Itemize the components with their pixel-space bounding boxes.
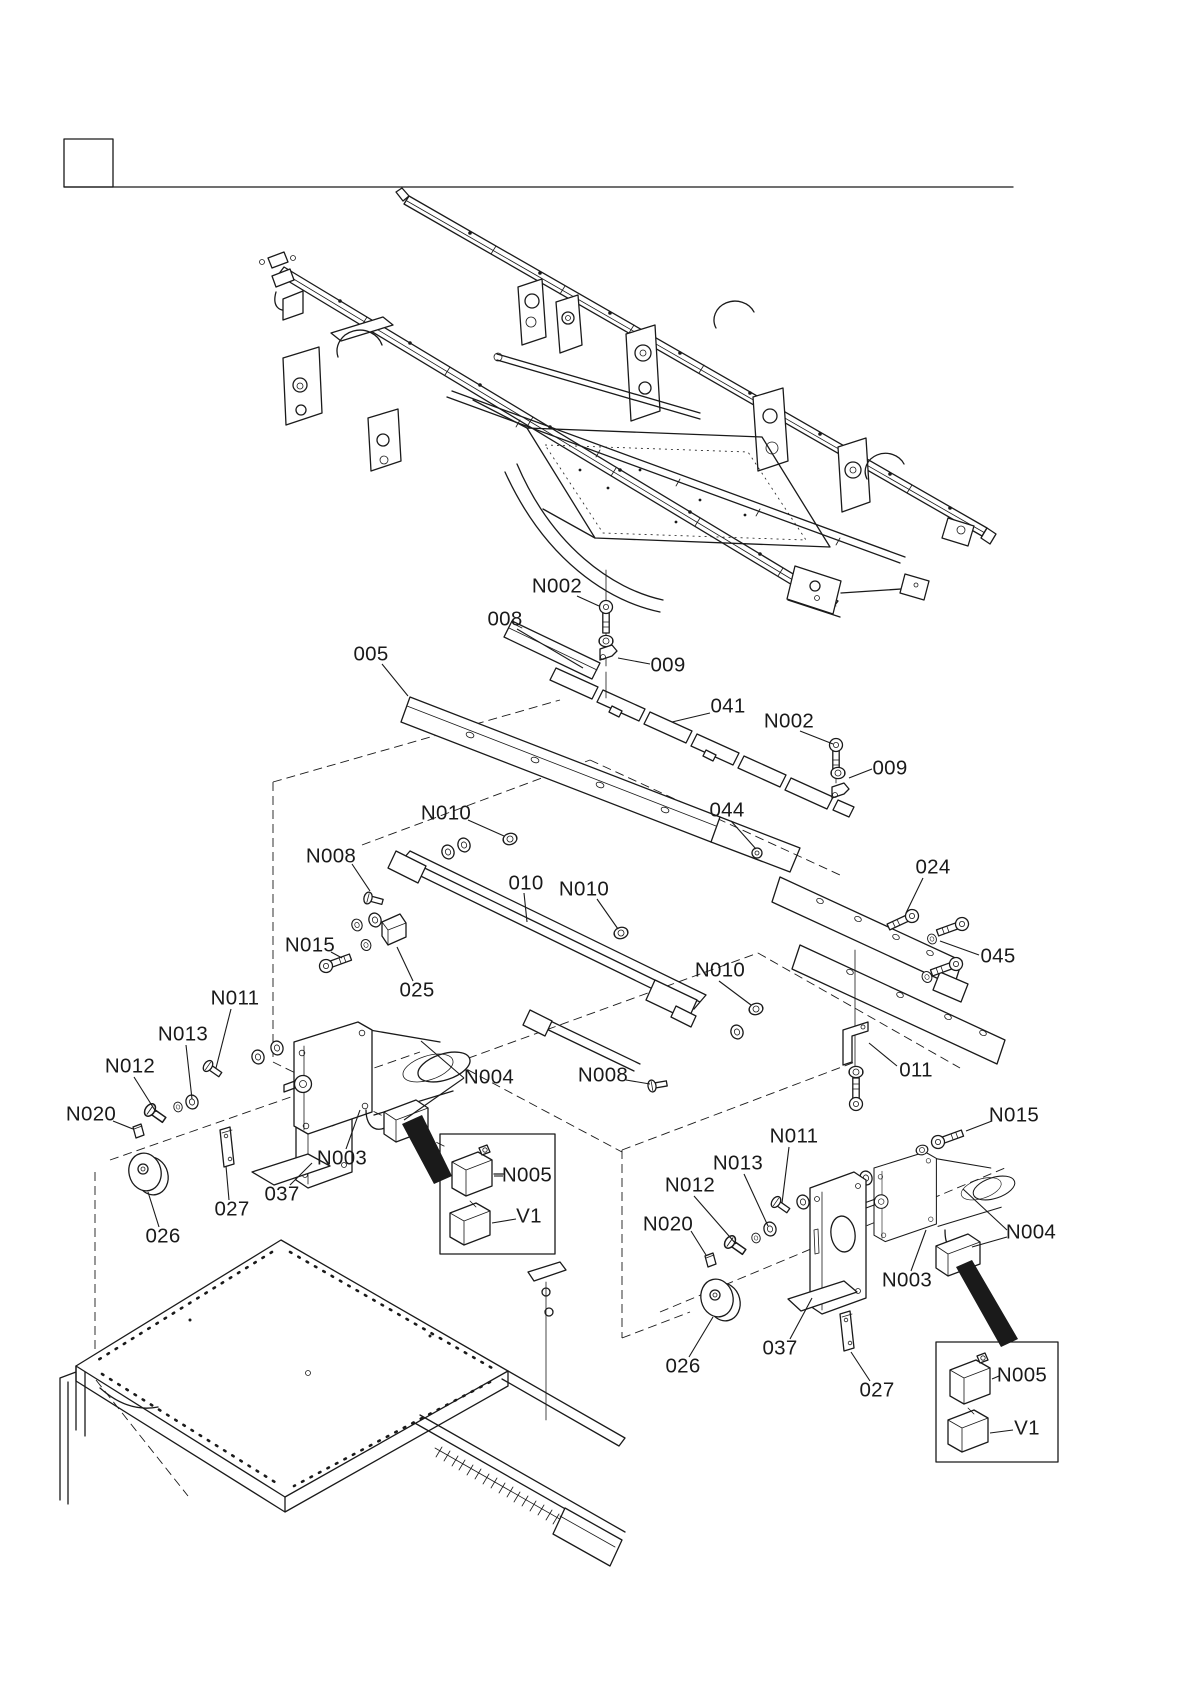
rail-010 bbox=[388, 851, 706, 1071]
part-label-N012: N012 bbox=[664, 1173, 716, 1197]
part-label-N020: N020 bbox=[642, 1212, 694, 1236]
top-assembly-drawing bbox=[260, 188, 997, 617]
washer bbox=[360, 938, 373, 952]
detail-wedge-right bbox=[956, 1260, 1018, 1347]
plate-027-right bbox=[840, 1311, 854, 1351]
leader-line bbox=[672, 713, 710, 722]
part-label-N003: N003 bbox=[881, 1268, 933, 1292]
disc-026-right bbox=[697, 1276, 744, 1325]
part-label-N002: N002 bbox=[531, 574, 583, 598]
part-label-026: 026 bbox=[665, 1354, 701, 1378]
part-N020-right bbox=[705, 1253, 716, 1267]
part-label-V1: V1 bbox=[1014, 1416, 1040, 1440]
washer bbox=[456, 836, 472, 853]
leader-line bbox=[492, 1219, 516, 1223]
leader-line bbox=[618, 658, 650, 664]
leader-line bbox=[906, 878, 923, 913]
part-label-N003: N003 bbox=[316, 1146, 368, 1170]
part-label-N004: N004 bbox=[1005, 1220, 1057, 1244]
fitting-009-b bbox=[832, 783, 849, 798]
leader-line bbox=[691, 1231, 706, 1255]
part-label-N015: N015 bbox=[988, 1103, 1040, 1127]
motor-N003-right bbox=[866, 1152, 1018, 1242]
bolt-011 bbox=[850, 1078, 863, 1111]
part-label-041: 041 bbox=[710, 694, 746, 718]
leader-line bbox=[186, 1045, 192, 1099]
leader-line bbox=[577, 596, 599, 606]
nut-009-b bbox=[831, 767, 845, 778]
fitting-009-a bbox=[600, 645, 617, 660]
washer bbox=[751, 1232, 762, 1244]
leader-line bbox=[404, 1078, 464, 1120]
connector-V1-glyph-left bbox=[450, 1201, 490, 1245]
detail-inset-right bbox=[936, 1342, 1058, 1462]
leader-line bbox=[911, 1230, 926, 1271]
leader-line bbox=[849, 769, 872, 778]
leader-line bbox=[694, 1196, 736, 1244]
part-label-N010: N010 bbox=[694, 958, 746, 982]
part-label-N013: N013 bbox=[157, 1022, 209, 1046]
nut bbox=[849, 1066, 863, 1077]
bolt-024 bbox=[886, 907, 921, 933]
washer-N013-right bbox=[762, 1221, 777, 1238]
part-label-N010: N010 bbox=[420, 801, 472, 825]
leader-line bbox=[148, 1192, 159, 1227]
leader-line bbox=[216, 1009, 231, 1068]
leader-line bbox=[851, 1352, 870, 1381]
leader-line bbox=[990, 1430, 1013, 1433]
motor-assembly-left bbox=[125, 1022, 474, 1198]
bolt-N002-a bbox=[600, 601, 613, 634]
part-label-N015: N015 bbox=[284, 933, 336, 957]
part-label-N012: N012 bbox=[104, 1054, 156, 1078]
part-label-N011: N011 bbox=[210, 986, 260, 1010]
part-label-N005: N005 bbox=[501, 1163, 553, 1187]
part-label-008: 008 bbox=[487, 607, 523, 631]
washer bbox=[350, 918, 364, 933]
washer bbox=[729, 1023, 745, 1040]
part-label-009: 009 bbox=[650, 653, 686, 677]
part-label-N010: N010 bbox=[558, 877, 610, 901]
plate-027-left bbox=[220, 1127, 234, 1167]
part-N020-left bbox=[133, 1124, 144, 1138]
part-label-N013: N013 bbox=[712, 1151, 764, 1175]
washer bbox=[367, 911, 383, 928]
washer bbox=[269, 1040, 284, 1057]
connector-N005-glyph-left bbox=[452, 1145, 503, 1196]
bolt bbox=[935, 916, 970, 939]
exploded-rails-group bbox=[318, 570, 1005, 1111]
leader-line bbox=[226, 1166, 229, 1200]
screw-N011-right bbox=[769, 1195, 791, 1216]
bottom-table-drawing bbox=[60, 1240, 625, 1566]
washer bbox=[795, 1194, 810, 1211]
leader-line bbox=[352, 864, 370, 891]
nut-N010-a bbox=[502, 832, 518, 846]
figure-number-box bbox=[64, 139, 1013, 187]
leader-line bbox=[597, 899, 618, 929]
part-label-025: 025 bbox=[399, 978, 435, 1002]
leader-line bbox=[731, 821, 756, 849]
leader-line bbox=[800, 731, 833, 744]
part-label-027: 027 bbox=[859, 1378, 895, 1402]
part-label-044: 044 bbox=[709, 798, 745, 822]
part-label-037: 037 bbox=[264, 1182, 300, 1206]
leader-line bbox=[869, 1043, 897, 1066]
screw-N008-a bbox=[363, 891, 384, 908]
part-label-010: 010 bbox=[508, 871, 544, 895]
nut-N010-b bbox=[613, 926, 629, 940]
part-label-N004: N004 bbox=[463, 1065, 515, 1089]
rail-right-lower bbox=[792, 945, 1005, 1064]
part-label-N008: N008 bbox=[305, 844, 357, 868]
bolt-N015-right bbox=[930, 1127, 965, 1150]
screw-N008-b bbox=[647, 1077, 668, 1092]
leader-line bbox=[397, 947, 413, 981]
part-label-009: 009 bbox=[872, 756, 908, 780]
washer bbox=[173, 1101, 184, 1113]
screw-N012-left bbox=[142, 1102, 168, 1126]
leader-line bbox=[689, 1317, 713, 1357]
leader-line bbox=[719, 981, 751, 1005]
part-label-026: 026 bbox=[145, 1224, 181, 1248]
screw-N011-left bbox=[201, 1059, 223, 1080]
part-label-011: 011 bbox=[899, 1058, 933, 1082]
part-label-N002: N002 bbox=[763, 709, 815, 733]
part-label-V1: V1 bbox=[516, 1204, 542, 1228]
leader-line bbox=[134, 1077, 156, 1112]
part-044 bbox=[752, 848, 762, 858]
leader-line bbox=[382, 664, 408, 696]
connector-V1-glyph-right bbox=[948, 1408, 988, 1452]
part-label-027: 027 bbox=[214, 1197, 250, 1221]
washer bbox=[440, 843, 456, 860]
part-label-037: 037 bbox=[762, 1336, 798, 1360]
leader-line bbox=[468, 820, 504, 836]
washer bbox=[250, 1049, 265, 1066]
detail-inset-left bbox=[440, 1134, 555, 1254]
part-label-N020: N020 bbox=[65, 1102, 117, 1126]
leadscrew bbox=[435, 1447, 572, 1526]
leader-line bbox=[782, 1147, 789, 1203]
part-label-N005: N005 bbox=[996, 1363, 1048, 1387]
part-label-005: 005 bbox=[353, 642, 389, 666]
part-label-045: 045 bbox=[980, 944, 1016, 968]
detail-wedge-left bbox=[402, 1115, 452, 1184]
leader-line bbox=[626, 1080, 650, 1084]
disc-026-left bbox=[125, 1150, 172, 1199]
part-label-N011: N011 bbox=[769, 1124, 819, 1148]
block-025 bbox=[382, 914, 406, 945]
leader-line bbox=[744, 1174, 768, 1226]
motor-N003-left bbox=[284, 1022, 474, 1134]
part-label-024: 024 bbox=[915, 855, 951, 879]
washer-045 bbox=[926, 933, 938, 946]
screw-N012-right bbox=[722, 1234, 748, 1258]
connector-N005-glyph-right bbox=[950, 1353, 990, 1404]
part-label-N008: N008 bbox=[577, 1063, 629, 1087]
